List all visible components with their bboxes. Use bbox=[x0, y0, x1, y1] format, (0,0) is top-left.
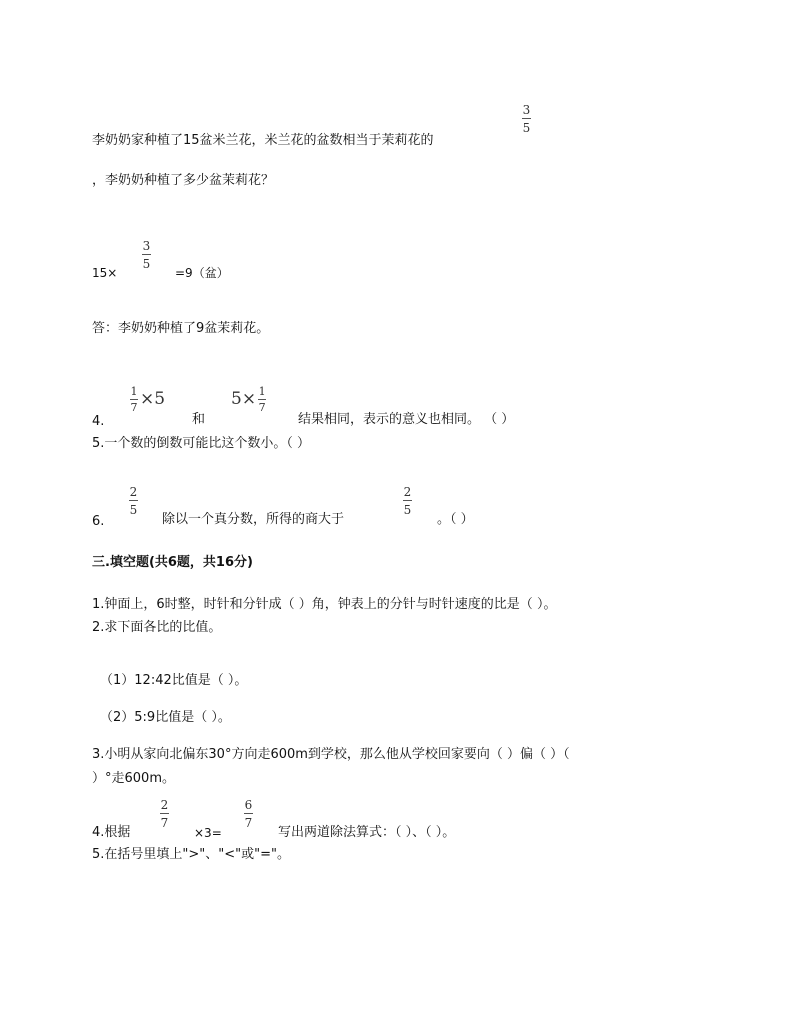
fraction-numerator: 1 bbox=[130, 385, 138, 398]
fraction-numerator: 1 bbox=[258, 385, 266, 398]
expression-prefix: 5× bbox=[231, 389, 257, 409]
fill-q4-mid: ×3= bbox=[194, 826, 222, 840]
judge-q4-conjunction: 和 bbox=[192, 412, 206, 427]
judge-q6-text: 除以一个真分数，所得的商大于 bbox=[162, 512, 345, 527]
expression-operator: ×5 bbox=[140, 389, 166, 409]
judge-q4-expression-1 bbox=[128, 386, 165, 413]
solution-left: 15× bbox=[92, 266, 118, 280]
fraction-bar bbox=[403, 500, 412, 501]
fraction-denominator: 5 bbox=[142, 257, 151, 271]
solution-answer: 答：李奶奶种植了9盆茉莉花。 bbox=[92, 321, 270, 336]
fraction-bar bbox=[160, 813, 169, 814]
fraction-numerator: 6 bbox=[244, 798, 253, 812]
judge-q6-fraction-1 bbox=[129, 486, 138, 516]
fill-q2-part-1: （1）12:42比值是（ ）。 bbox=[100, 673, 248, 688]
fill-q4-text: 写出两道除法算式：（ ）、（ ）。 bbox=[278, 825, 456, 840]
fraction-denominator: 7 bbox=[130, 401, 138, 414]
judge-q4-expression-2 bbox=[231, 386, 268, 413]
fill-q4-prefix: 4.根据 bbox=[92, 825, 131, 840]
judge-q6-number: 6. bbox=[92, 514, 105, 529]
fill-q2: 2.求下面各比的比值。 bbox=[92, 620, 222, 635]
fraction-bar bbox=[129, 500, 138, 501]
solution-right: =9（盆） bbox=[175, 266, 229, 280]
fraction-3-5 bbox=[522, 104, 531, 134]
fraction-denominator: 5 bbox=[403, 503, 412, 517]
fraction-denominator: 5 bbox=[522, 121, 531, 135]
problem-line-2: ，李奶奶种植了多少盆茉莉花？ bbox=[92, 173, 275, 188]
section-title: 三.填空题(共6题，共16分) bbox=[92, 555, 253, 570]
fraction-numerator: 3 bbox=[522, 103, 531, 117]
fill-q1: 1.钟面上，6时整，时针和分针成（ ）角，钟表上的分针与时针速度的比是（ ）。 bbox=[92, 597, 557, 612]
fraction-numerator: 3 bbox=[142, 239, 151, 253]
judge-q6-fraction-2 bbox=[403, 486, 412, 516]
fraction-bar bbox=[522, 118, 531, 119]
fill-q2-part-2: （2）5:9比值是（ ）。 bbox=[100, 710, 231, 725]
fraction-denominator: 7 bbox=[160, 816, 169, 830]
fraction-numerator: 2 bbox=[403, 485, 412, 499]
fraction-1-7 bbox=[258, 386, 266, 413]
fraction-denominator: 7 bbox=[244, 816, 253, 830]
fill-q5: 5.在括号里填上">"、"<"或"="。 bbox=[92, 847, 290, 862]
judge-q6-tail: 。（ ） bbox=[437, 512, 474, 527]
judge-q4-text: 结果相同，表示的意义也相同。 （ ） bbox=[298, 412, 515, 427]
fraction-bar bbox=[142, 254, 151, 255]
fraction-denominator: 5 bbox=[129, 503, 138, 517]
fill-q3-line-1: 3.小明从家向北偏东30°方向走600m到学校，那么他从学校回家要向（ ）偏（ ）（ bbox=[92, 747, 570, 762]
fill-q3-line-2: ）°走600m。 bbox=[92, 771, 175, 786]
fraction-denominator: 7 bbox=[258, 401, 266, 414]
solution-fraction bbox=[142, 240, 151, 270]
fraction-numerator: 2 bbox=[129, 485, 138, 499]
problem-line-1: 李奶奶家种植了15盆米兰花，米兰花的盆数相当于茉莉花的 bbox=[92, 133, 434, 148]
judge-q4-number: 4. bbox=[92, 414, 105, 429]
fill-q4-fraction-1 bbox=[160, 799, 169, 829]
fraction-numerator: 2 bbox=[160, 798, 169, 812]
fraction-bar bbox=[130, 399, 138, 400]
judge-q5: 5.一个数的倒数可能比这个数小。（ ） bbox=[92, 436, 311, 451]
fraction-bar bbox=[244, 813, 253, 814]
fraction-1-7 bbox=[130, 386, 138, 413]
fill-q4-fraction-2 bbox=[244, 799, 253, 829]
fraction-bar bbox=[258, 399, 266, 400]
